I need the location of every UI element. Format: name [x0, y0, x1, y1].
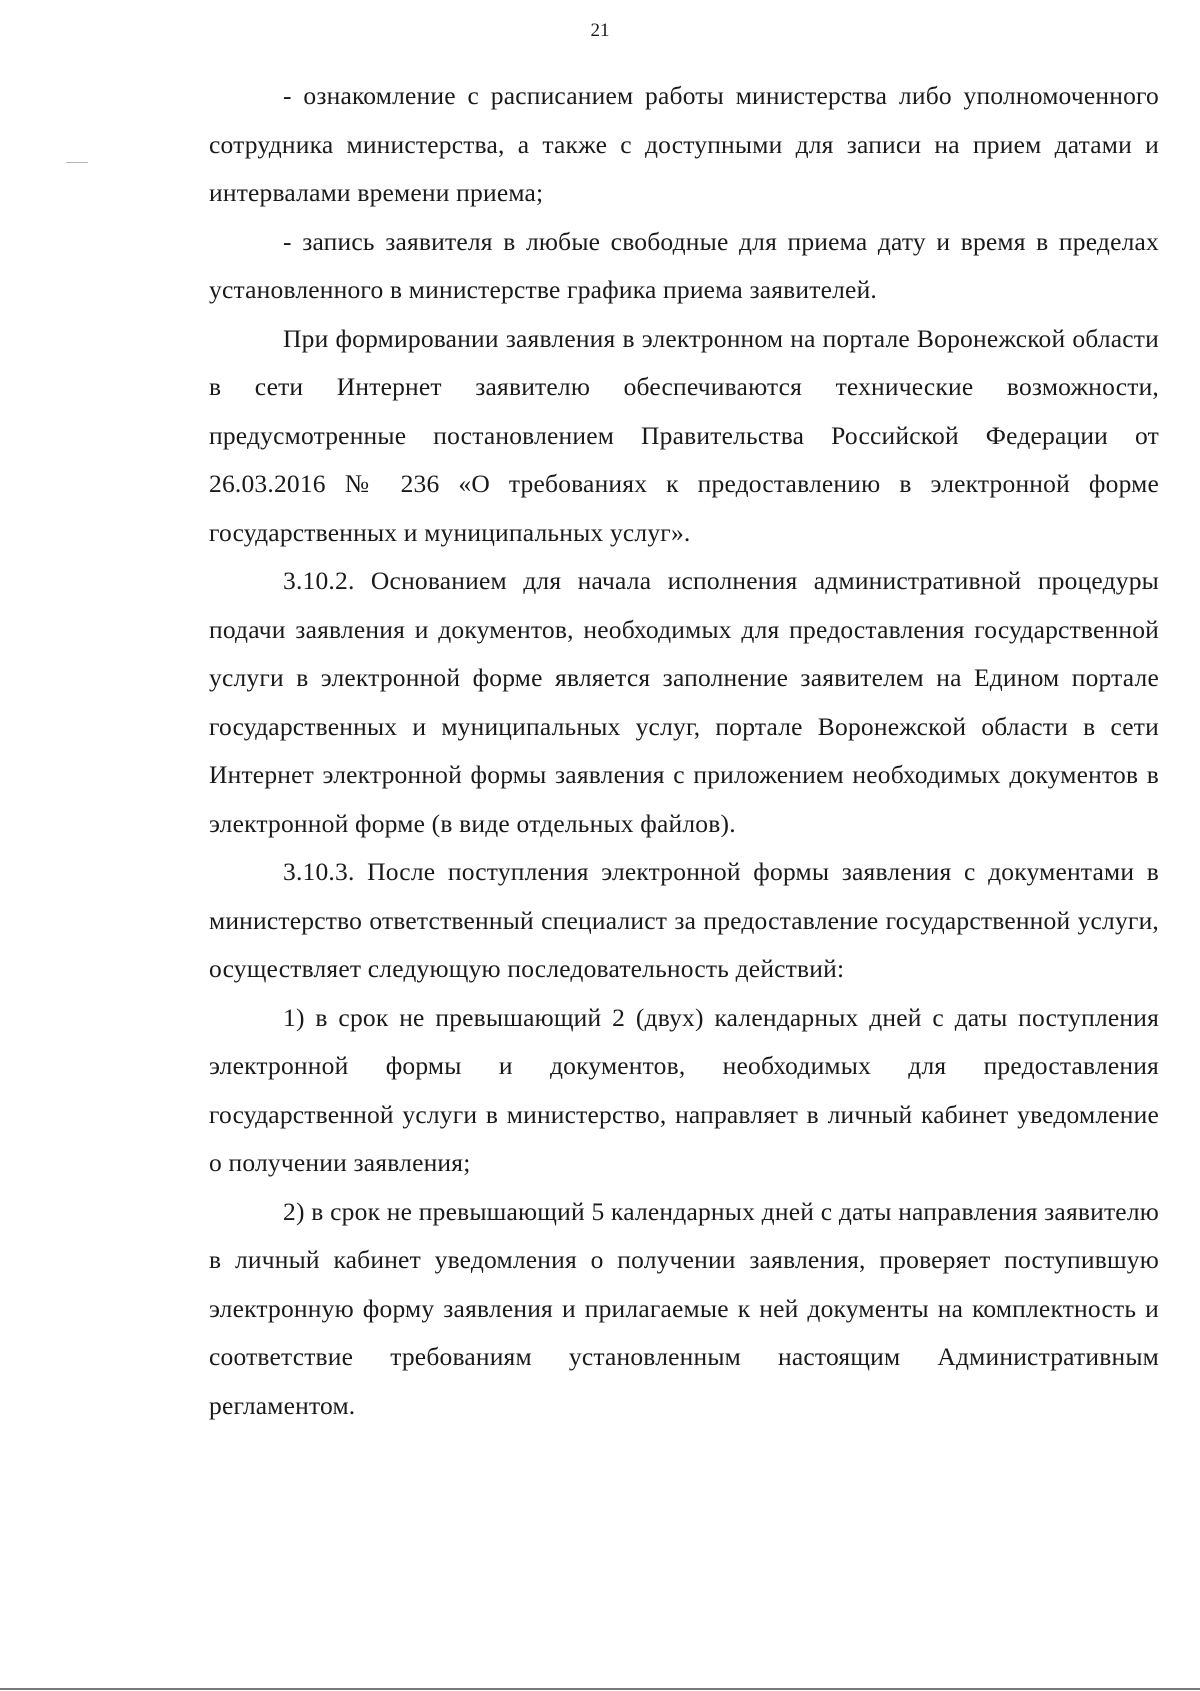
document-body — [209, 72, 1159, 1430]
paragraph-3-10-2: 3.10.2. Основанием для начала исполнения административной процедуры подачи заявления и документов, необходимых для предоставления государственной услуги в электронной форме является заполнение заявителем на Едином портале государственных и муниципальных услуг, портале Воронежской области в сети Интернет электронной формы заявления с приложением необходимых документов в электронной форме (в виде отдельных файлов). — [209, 566, 1159, 838]
paragraph-appointment-booking: - запись заявителя в любые свободные для приема дату и время в пределах установленного в министерстве графика приема заявителей. — [209, 226, 1159, 304]
paragraph-3-10-3: 3.10.3. После поступления электронной формы заявления с документами в министерство ответственный специалист за предоставление государственной услуги, осуществляет следующую последовательность действий: — [209, 857, 1159, 983]
margin-mark — [66, 162, 88, 163]
paragraph-schedule-review: - ознакомление с расписанием работы министерства либо уполномоченного сотрудника министерства, а также с доступными для записи на прием датами и интервалами времени приема; — [209, 81, 1159, 207]
paragraph-step-2: 2) в срок не превышающий 5 календарных дней с даты направления заявителю в личный кабинет уведомления о получении заявления, проверяет поступившую электронную форму заявления и прилагаемые к ней документы на комплектность и соответствие требованиям установленным настоящим Административным регламентом. — [209, 1196, 1159, 1420]
paragraph-portal-capabilities: При формировании заявления в электронном на портале Воронежской области в сети Интернет заявителю обеспечиваются технические возможности, предусмотренные постановлением Правительства Российской Федерации от 26.03.2016 № 236 «О требованиях к предоставлению в электронной форме государственных и муниципальных услуг». — [209, 323, 1159, 547]
bottom-rule — [0, 1688, 1200, 1690]
paragraph-step-1: 1) в срок не превышающий 2 (двух) календарных дней с даты поступления электронной формы и документов, необходимых для предоставления государственной услуги в министерство, направляет в личный кабинет уведомление о получении заявления; — [209, 1002, 1159, 1177]
page-number: 21 — [590, 20, 610, 41]
